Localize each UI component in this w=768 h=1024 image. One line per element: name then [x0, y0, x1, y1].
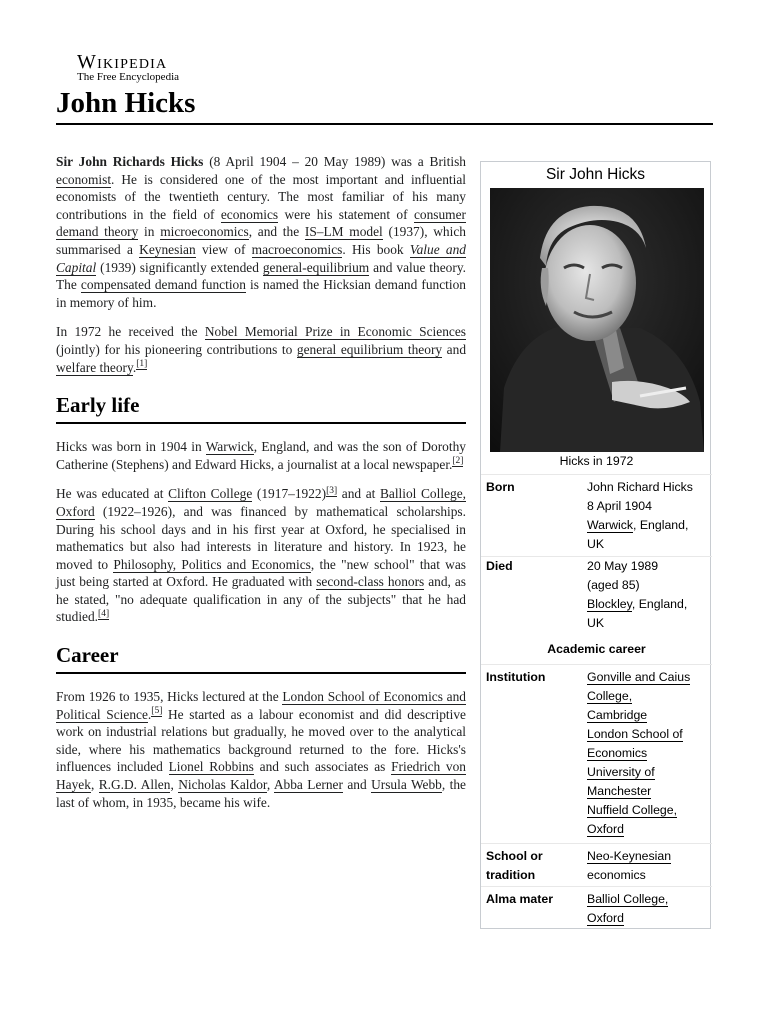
wikipedia-tagline: The Free Encyclopedia: [77, 71, 180, 83]
institution-line: [587, 820, 709, 839]
institution-line: [587, 763, 709, 782]
text-run: and, as he stated, "no adequate qualification in any of the subjects" that he had studied.: [56, 574, 466, 625]
text-run: and value theory. The: [56, 259, 466, 293]
school-label-line: School or: [486, 849, 543, 863]
page-title: John Hicks: [56, 87, 196, 119]
link-balliol-college[interactable]: Balliol College, Oxford: [56, 486, 467, 519]
link-abba-lerner[interactable]: Abba Lerner: [273, 777, 343, 793]
death-country: UK: [587, 616, 605, 630]
photo-caption: Hicks in 1972: [559, 454, 634, 468]
text-run: is named the Hicksian demand function in memory of him.: [56, 277, 466, 310]
link-economist[interactable]: economist: [56, 171, 112, 187]
birth-place-rest: , England,: [633, 518, 689, 532]
birth-date: 8 April 1904: [587, 499, 652, 513]
infobox-row-alma-mater: [481, 886, 712, 929]
link-neo-keynesian[interactable]: Neo-Keynesian: [587, 849, 672, 863]
link-lse[interactable]: Economics: [587, 746, 648, 760]
title-divider: [56, 123, 713, 125]
alma-mater-value: [587, 890, 709, 928]
text-run: , the last of whom, in 1935, became his wife.: [56, 777, 466, 810]
reference-label: [3]: [326, 485, 338, 496]
link-ppe[interactable]: Philosophy, Politics and Economics: [113, 556, 311, 572]
link-lse[interactable]: London School of: [587, 727, 683, 741]
link-balliol-college[interactable]: Balliol College,: [587, 892, 669, 906]
link-university-of-manchester[interactable]: University of: [587, 765, 655, 779]
born-label: Born: [486, 480, 515, 494]
link-clifton-college[interactable]: Clifton College: [168, 486, 253, 502]
text-run: .: [147, 706, 152, 722]
school-label: [486, 847, 543, 885]
reference-5[interactable]: [151, 706, 162, 717]
link-nobel-prize[interactable]: Nobel Memorial Prize in Economic Sciences: [204, 324, 466, 340]
institution-line: [587, 782, 709, 801]
text-run: , the "new school" that was just being started at Oxford. He graduated with: [56, 556, 466, 590]
link-economics[interactable]: economics: [220, 206, 279, 222]
infobox-row-institution: [481, 664, 712, 843]
text-run: (8 April 1904 – 20 May 1989) was a British: [203, 154, 466, 169]
born-value: [587, 478, 709, 554]
text-run: ,: [90, 777, 99, 793]
text-run: He started as a labour economist and did descriptive work on industrial relations but gradually, he moved over to the analytical side, where his mathematics background returned to the fore. Hicks's influences included: [56, 706, 466, 775]
reference-4[interactable]: [98, 609, 109, 620]
link-rgd-allen[interactable]: R.G.D. Allen: [98, 777, 171, 793]
section-heading-career: Career: [56, 642, 466, 674]
reference-label: [1]: [136, 359, 148, 370]
text-run: (1917–1922): [252, 486, 327, 502]
link-nuffield-college[interactable]: Oxford: [587, 822, 624, 836]
text-run: (jointly) for his pioneering contributions to: [56, 341, 297, 357]
link-consumer-demand-theory[interactable]: consumer demand theory: [56, 206, 466, 240]
text-run: view of: [195, 241, 252, 257]
reference-1[interactable]: [136, 359, 147, 370]
text-run: (1922–1926), and was financed by mathematical scholarships. During his school days and in his first year at Oxford, he specialised in mathematics but also had interests in literature and history. In 1923, he moved to: [56, 503, 466, 572]
link-compensated-demand-function[interactable]: compensated demand function: [80, 277, 246, 293]
reference-label: [4]: [98, 609, 110, 619]
article-body: [56, 153, 466, 823]
link-nicholas-kaldor[interactable]: Nicholas Kaldor: [178, 777, 267, 793]
portrait-illustration: [490, 188, 704, 452]
infobox-row-born: [481, 474, 712, 555]
death-place-rest: , England,: [631, 597, 688, 611]
link-balliol-college[interactable]: Oxford: [587, 911, 624, 925]
school-value: [587, 847, 709, 885]
reference-label: [2]: [452, 456, 464, 467]
institution-line: [587, 706, 709, 725]
link-gonville-caius[interactable]: Cambridge: [587, 708, 648, 722]
institution-value: [587, 668, 709, 839]
link-birth-place[interactable]: Warwick: [587, 518, 633, 532]
link-keynesian[interactable]: Keynesian: [139, 241, 196, 257]
section-heading-early-life: Early life: [56, 392, 466, 424]
school-label-line: tradition: [486, 868, 536, 882]
birth-name: John Richard Hicks: [587, 480, 693, 494]
link-warwick[interactable]: Warwick: [205, 439, 254, 455]
birth-country: UK: [587, 537, 605, 551]
link-death-place[interactable]: Blockley: [587, 597, 632, 611]
text-run: and: [442, 341, 467, 357]
academic-career-header: Academic career: [547, 642, 646, 656]
death-age: (aged 85): [587, 578, 640, 592]
death-place: [587, 595, 709, 614]
text-run: ,: [170, 777, 179, 793]
school-line: [587, 847, 709, 866]
death-date: 20 May 1989: [587, 559, 659, 573]
text-run: . His book: [342, 241, 410, 257]
infobox-row-died: [481, 556, 712, 637]
alma-mater-line: [587, 890, 709, 909]
text-run: He was educated at: [56, 486, 169, 502]
text-run: , and the: [248, 224, 305, 240]
wikipedia-wordmark: Wikipedia: [77, 51, 168, 73]
text-run: and at: [337, 486, 380, 502]
wikipedia-logo[interactable]: [77, 51, 179, 83]
birth-place: [587, 516, 709, 535]
link-lse[interactable]: London School of Economics and Political Science: [56, 689, 466, 722]
link-university-of-manchester[interactable]: Manchester: [587, 784, 652, 798]
text-run: and: [342, 777, 372, 793]
link-general-equilibrium-theory[interactable]: general equilibrium theory: [296, 341, 443, 357]
intro-paragraph-2: [56, 323, 466, 376]
text-run: . He is considered one of the most important and influential economists of the twentieth century. The most familiar of his many contributions in the field of: [56, 171, 466, 222]
link-general-equilibrium[interactable]: general-equilibrium: [262, 259, 370, 275]
text-run: and such associates as: [253, 759, 392, 775]
infobox-title: Sir John Hicks: [545, 166, 646, 183]
text-run: ,: [266, 777, 274, 793]
link-ursula-webb[interactable]: Ursula Webb: [371, 777, 442, 793]
text-run: .: [132, 359, 137, 375]
institution-line: [587, 801, 709, 820]
link-macroeconomics[interactable]: macroeconomics: [251, 241, 343, 257]
link-is-lm-model[interactable]: IS–LM model: [304, 224, 383, 240]
text-run: (1937), which summarised a: [56, 224, 466, 257]
institution-line: [587, 725, 709, 744]
school-line: economics: [587, 868, 646, 882]
early-life-paragraph-2: [56, 485, 466, 626]
link-second-class-honors[interactable]: second-class honors: [316, 574, 425, 590]
text-run: (1939) significantly extended: [96, 259, 263, 275]
text-run: In 1972 he received the: [56, 324, 205, 340]
infobox: [480, 161, 711, 929]
link-lionel-robbins[interactable]: Lionel Robbins: [168, 759, 254, 775]
infobox-row-school: [481, 843, 712, 886]
text-run: were his statement of: [278, 206, 414, 222]
link-welfare-theory[interactable]: welfare theory: [56, 359, 133, 375]
alma-mater-line: [587, 909, 709, 928]
portrait-photo[interactable]: [490, 188, 704, 452]
reference-2[interactable]: [452, 456, 463, 467]
reference-3[interactable]: [326, 486, 337, 497]
died-value: [587, 557, 709, 633]
institution-line: [587, 687, 709, 706]
link-gonville-caius[interactable]: Gonville and Caius: [587, 670, 691, 684]
text-run: From 1926 to 1935, Hicks lectured at the: [56, 689, 283, 705]
subject-name: Sir John Richards Hicks: [56, 154, 204, 169]
died-label: Died: [486, 559, 513, 573]
text-run: Hicks was born in 1904 in: [56, 439, 206, 455]
institution-line: [587, 744, 709, 763]
link-microeconomics[interactable]: microeconomics: [160, 224, 249, 240]
link-nuffield-college[interactable]: Nuffield College,: [587, 803, 678, 817]
institution-label: Institution: [486, 670, 546, 684]
early-life-paragraph-1: [56, 438, 466, 473]
alma-mater-label: Alma mater: [486, 892, 553, 906]
reference-label: [5]: [151, 706, 163, 717]
link-friedrich-von-hayek[interactable]: Friedrich von Hayek: [56, 759, 466, 793]
text-run: , England, and was the son of Dorothy Catherine (Stephens) and Edward Hicks, a journalist at a local newspaper.: [56, 439, 466, 472]
institution-line: [587, 668, 709, 687]
text-run: in: [138, 224, 161, 240]
link-gonville-caius[interactable]: College,: [587, 689, 633, 703]
link-value-and-capital[interactable]: Value and Capital: [56, 241, 466, 275]
intro-paragraph-1: [56, 153, 466, 311]
career-paragraph-1: [56, 688, 466, 811]
